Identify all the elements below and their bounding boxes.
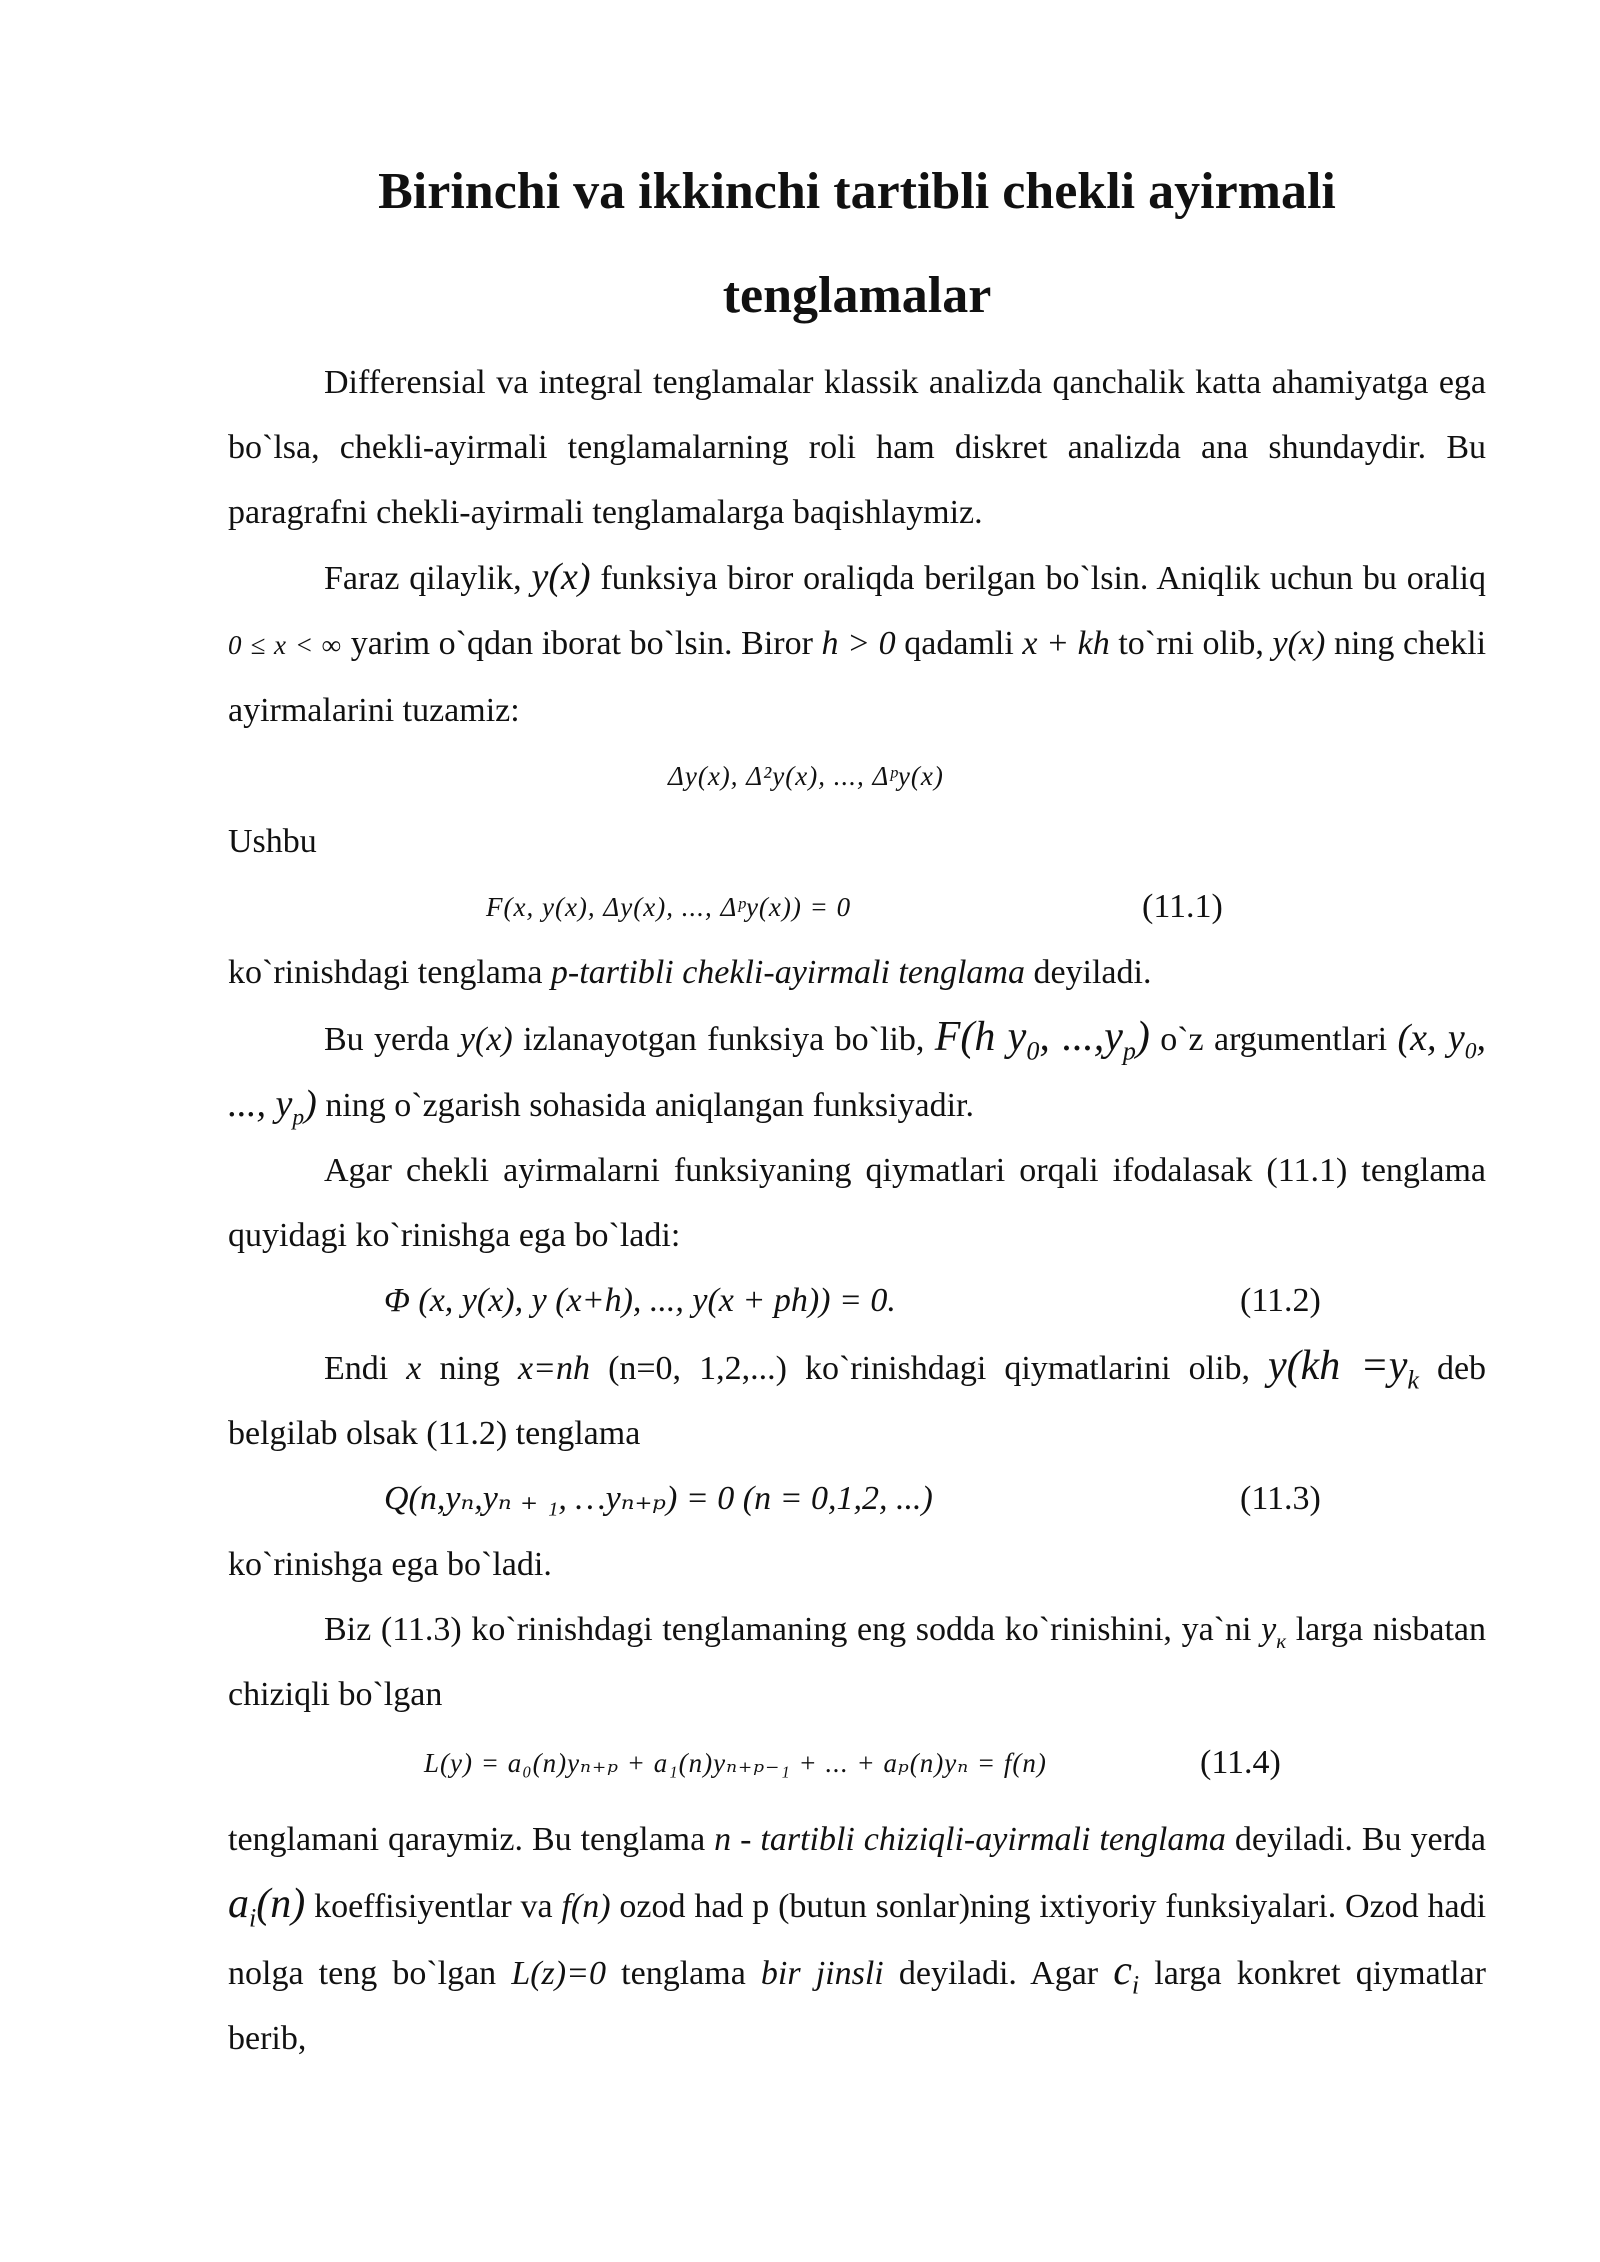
- math-args: (x, $y_0$, ..., $y_p$): [228, 1017, 1486, 1131]
- math-yx-2: y(x): [1272, 625, 1326, 662]
- term-linear-difference-equation: n - tartibli chiziqli-ayirmali tenglama: [714, 1821, 1226, 1858]
- formula-11-4: [228, 1727, 1486, 1799]
- paragraph-linear: Biz (11.3) ko`rinishdagi tenglamaning eng sodda ko`rinishini, ya`ni $y_к$ larga nisbatan chiziqli bo`lgan: [228, 1611, 1487, 1713]
- paragraph-ushbu: Ushbu: [228, 823, 317, 860]
- paragraph-substitution: Endi x ning x=nh (n=0, 1,2,...) ko`rinishdagi qiymatlarini olib, $y(kh =y_k$ deb belgilab olsak (11.2) tenglama: [228, 1343, 1487, 1452]
- formula-11-1-expr: F(x, y(x), Δy(x), ..., Δᵖy(x)) = 0: [486, 892, 852, 922]
- paragraph-linear-definition: tenglamani qaraymiz. Bu tenglama n - tartibli chiziqli-ayirmali tenglama deyiladi. Bu yerda $a_i(n)$ koeffisiyentlar va f(n) ozod had p (butun sonlar)ning ixtiyoriy funksiyalari. Ozod hadi nolga teng bo`lgan L(z)=0 tenglama bir jinsli deyiladi. Agar $c_i$ larga konkret qiymatlar berib,: [228, 1821, 1487, 2057]
- title-line-2: tenglamalar: [722, 267, 992, 324]
- paragraph-result: ko`rinishga ega bo`ladi.: [228, 1546, 552, 1583]
- math-h: h > 0: [821, 625, 896, 662]
- equation-number-11-2: (11.2): [1240, 1282, 1321, 1319]
- math-F-args: F(h $y_0$, $...,y_p$): [934, 1014, 1150, 1066]
- document-title: [228, 140, 1486, 348]
- math-yk: $y_к$: [1261, 1611, 1287, 1653]
- math-xkh: x + kh: [1022, 625, 1110, 662]
- math-ykh: $y(kh =y_k$: [1268, 1343, 1419, 1395]
- math-ci: $c_i$: [1113, 1948, 1140, 2000]
- term-p-order-equation: p-tartibli chekli-ayirmali tenglama: [550, 954, 1025, 991]
- formula-11-2-expr: Φ (x, y(x), y (x+h), ..., y(x + ph)) = 0.: [384, 1282, 896, 1319]
- equation-number-11-1: (11.1): [1142, 888, 1223, 925]
- formula-11-3: [228, 1466, 1486, 1532]
- formula-differences-expr: Δy(x), Δ²y(x), ..., Δᵖy(x): [668, 761, 944, 791]
- formula-11-4-expr: L(y) = a₀(n)yₙ₊ₚ + a₁(n)yₙ₊ₚ₋₁ + ... + aₚ(n)yₙ = f(n): [424, 1748, 1047, 1778]
- math-yx: y(x): [531, 556, 591, 598]
- math-yx-3: y(x): [459, 1021, 513, 1058]
- paragraph-definition: ko`rinishdagi tenglama p-tartibli chekli-ayirmali tenglama deyiladi.: [228, 954, 1152, 991]
- paragraph-function-description: Bu yerda y(x) izlanayotgan funksiya bo`lib, F(h $y_0$, $...,y_p$) o`z argumentlari (x, $y_0$, ..., $y_p$) ning o`zgarish sohasida aniqlangan funksiyadir.: [228, 1014, 1486, 1131]
- term-homogeneous: bir jinsli: [760, 1955, 884, 1992]
- math-interval: 0 ≤ x < ∞: [228, 630, 343, 660]
- title-line-1: Birinchi va ikkinchi tartibli chekli ayirmali: [378, 163, 1336, 220]
- formula-differences: [228, 743, 1486, 809]
- formula-11-1: [228, 874, 1486, 940]
- formula-11-2: [228, 1268, 1486, 1334]
- formula-11-3-expr: Q(n,yₙ,yₙ ₊ ₁, …yₙ₊ₚ) = 0 (n = 0,1,2, ...): [384, 1480, 933, 1517]
- document-page: [228, 140, 1486, 2071]
- equation-number-11-4: (11.4): [1200, 1744, 1281, 1781]
- paragraph-intro: Differensial va integral tenglamalar klassik analizda qanchalik katta ahamiyatga ega bo`lsa, chekli-ayirmali tenglamalarning roli ham diskret analizda ana shundaydir. Bu paragrafni chekli-ayirmali tenglamalarga baqishlaymiz.: [228, 364, 1486, 531]
- equation-number-11-3: (11.3): [1240, 1480, 1321, 1517]
- paragraph-definition-setup: Faraz qilaylik, y(x) funksiya biror oraliqda berilgan bo`lsin. Aniqlik uchun bu oraliq 0 ≤ x < ∞ yarim o`qdan iborat bo`lsin. Biror h > 0 qadamli x + kh to`rni olib, y(x) ning chekli ayirmalarini tuzamiz:: [228, 556, 1487, 729]
- math-ai: $a_i(n)$: [228, 1881, 306, 1933]
- paragraph-transform: Agar chekli ayirmalarni funksiyaning qiymatlari orqali ifodalasak (11.1) tenglama quyidagi ko`rinishga ega bo`ladi:: [228, 1152, 1486, 1254]
